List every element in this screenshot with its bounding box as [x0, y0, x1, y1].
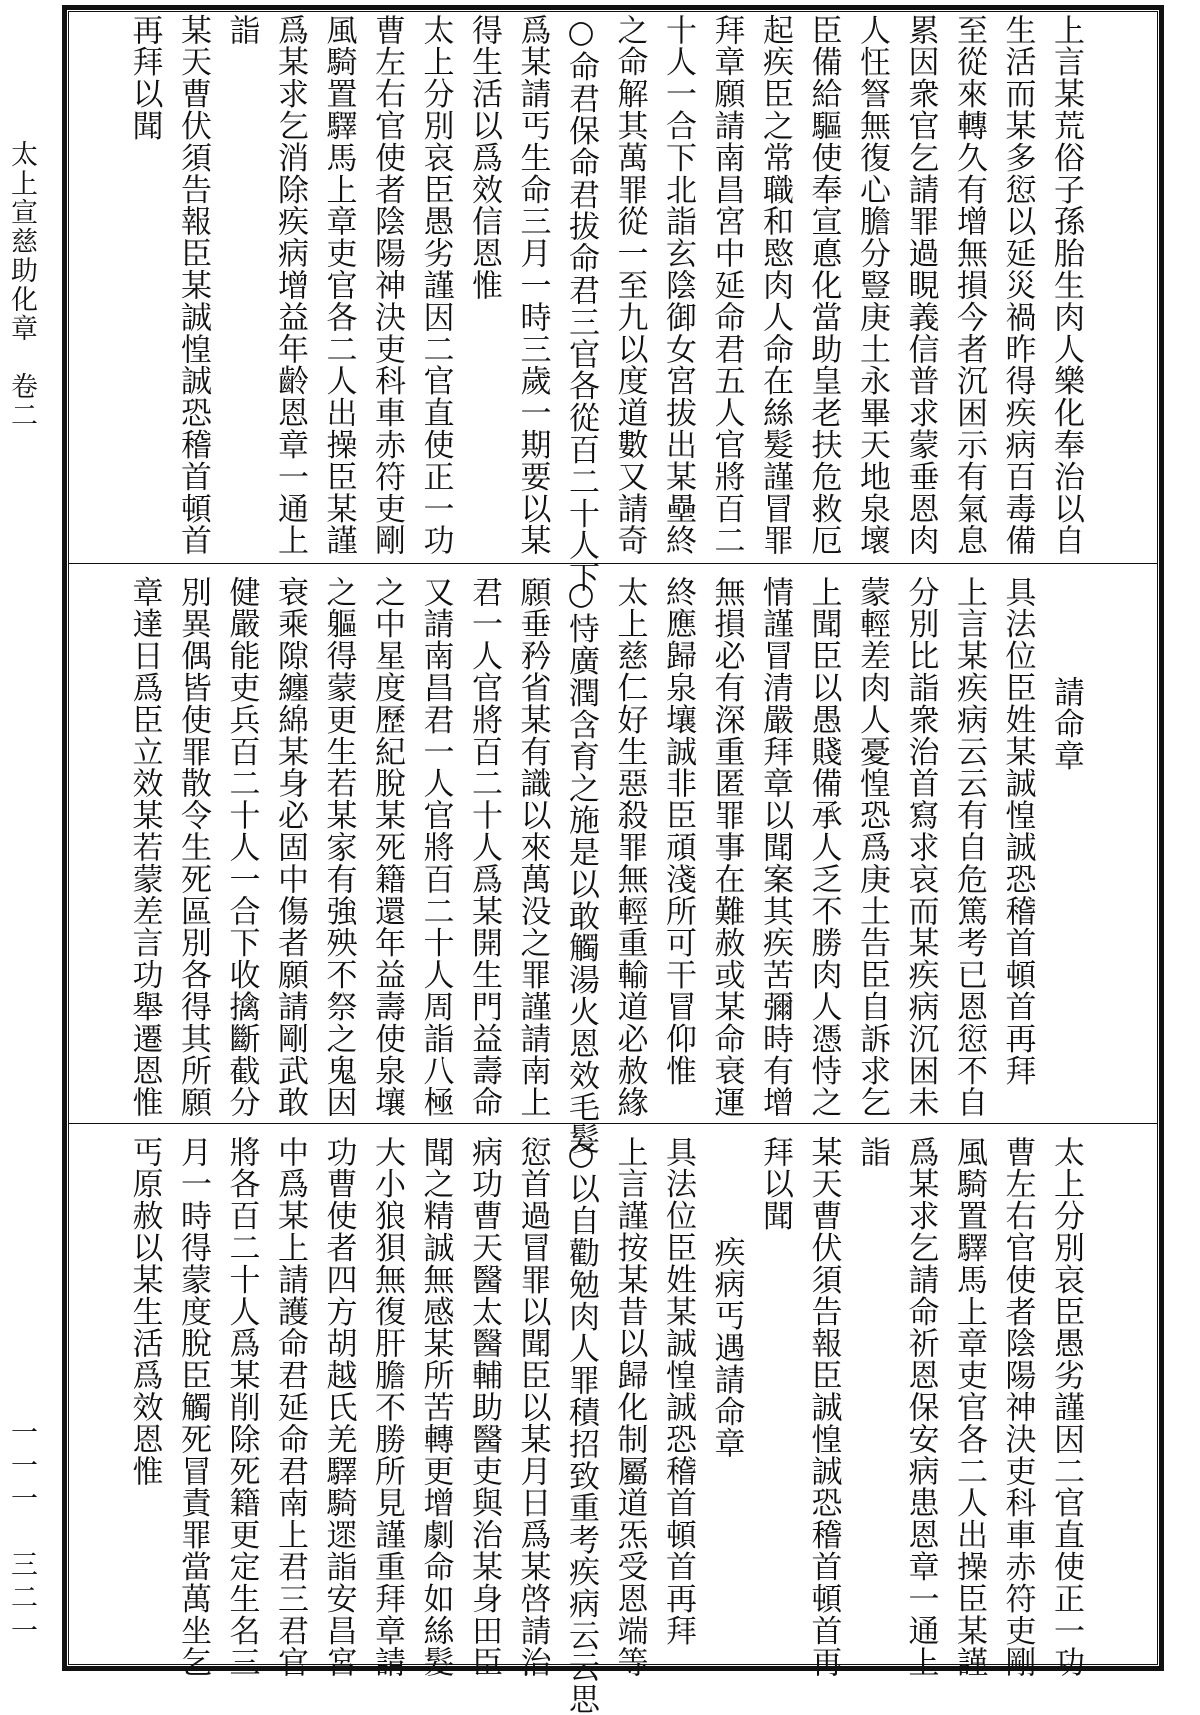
- text-column: 之軀得蒙更生若某家有強殃不祭之鬼因: [320, 576, 357, 1119]
- section-divider: [68, 1123, 1158, 1124]
- text-column: 至從來轉久有增無損今者沉困示有氣息: [951, 14, 987, 557]
- text-column: ○以自勸勉肉人罪積招致重考疾病云云思: [563, 1136, 599, 1715]
- text-column: 月一時得蒙度脫臣觸死冒責罪當萬坐乞: [175, 1136, 211, 1679]
- text-column: 病功曹天醫太醫輔助醫吏與治某身田臣: [466, 1136, 502, 1679]
- text-column: 上言某荒俗子孫胎生肉人樂化奉治以自: [1048, 14, 1084, 557]
- text-column: 臣備給驅使奉宣悳化當助皇老扶危救厄: [805, 14, 842, 557]
- text-column: 曹左右官使者陰陽神決吏科車赤符吏剛: [369, 14, 405, 557]
- text-column: 之中星度歷紀脫某死籍還年益壽使泉壤: [369, 576, 405, 1119]
- text-column: 聞之精誠無感某所苦轉更增劇命如絲髮: [417, 1136, 454, 1679]
- text-column: 將各百二十人爲某削除死籍更定生名三: [223, 1136, 260, 1679]
- text-column: 具法位臣姓某誠惶誠恐稽首頓首再拜: [999, 576, 1036, 1087]
- text-section-top: [126, 14, 1090, 594]
- text-column: 衰乘隙纏綿某身必固中傷者願請剛武敢: [272, 576, 308, 1119]
- text-column: 拜章願請南昌宮中延命君五人官將百二: [708, 14, 745, 557]
- text-column: 又請南昌君一人官將百二十人周詣八極: [417, 576, 454, 1119]
- text-column: 爲某求乞請命祈恩保安病患恩章一通上: [902, 1136, 939, 1679]
- margin-title: 太上宣慈助化章 卷二: [6, 140, 37, 430]
- text-column: 累因衆官乞請罪過睍義信普求蒙垂恩肉: [902, 14, 939, 557]
- text-column: 得生活以爲效信恩惟: [466, 14, 502, 302]
- text-column: 起疾臣之常職和愍肉人命在絲髮謹冒罪: [757, 14, 793, 557]
- text-column: 終應歸泉壤誠非臣頑淺所可干冒仰惟: [660, 576, 696, 1087]
- text-column: 之命解其萬罪從一至九以度道數又請奇: [611, 14, 648, 557]
- section-divider: [68, 563, 1158, 564]
- text-column: 無損必有深重匿罪事在難赦或某命衰運: [708, 576, 745, 1119]
- text-column: 上言謹按某昔以歸化制屬道炁受恩端等: [611, 1136, 648, 1679]
- text-column: 上言某疾病云云有自危篤考已恩愆不自: [951, 576, 987, 1119]
- text-column: 請命章: [1048, 676, 1084, 772]
- margin-page-number: 一一一 三二一: [6, 1418, 37, 1649]
- text-column: 爲某請丐生命三月一時三歲一期要以某: [514, 14, 551, 557]
- text-column: 太上慈仁好生惡殺罪無輕重輸道必赦緣: [611, 576, 648, 1119]
- text-column: 風騎置驛馬上章吏官各二人出操臣某謹: [320, 14, 357, 557]
- text-column: 曹左右官使者陰陽神決吏科車赤符吏剛: [999, 1136, 1036, 1679]
- text-column: 中爲某上請護命君延命君南上君三君官: [272, 1136, 308, 1679]
- text-column: 太上分別哀臣愚劣謹因二官直使正一功: [417, 14, 454, 557]
- text-column: 詣: [854, 1136, 890, 1168]
- text-column: 分別比詣衆治首寫求哀而某疾病沉困未: [902, 576, 939, 1119]
- text-column: 願垂矜省某有識以來萬没之罪謹請南上: [514, 576, 551, 1119]
- text-section-bottom: [126, 1136, 1090, 1715]
- text-column: 上聞臣以愚賤備承人乏不勝肉人憑恃之: [805, 576, 842, 1119]
- text-column: 別異偶皆使罪散令生死區別各得其所願: [175, 576, 211, 1119]
- text-column: 再拜以聞: [126, 14, 163, 142]
- text-column: 疾病丐遇請命章: [708, 1236, 745, 1460]
- text-column: 拜以聞: [757, 1136, 793, 1232]
- text-column: 詣: [223, 14, 260, 46]
- text-section-middle: [126, 576, 1090, 1156]
- text-column: 人忹詧無復心膽分豎庚土永畢天地泉壞: [854, 14, 890, 557]
- text-column: 太上分別哀臣愚劣謹因二官直使正一功: [1048, 1136, 1084, 1679]
- text-column: 情謹冒清嚴拜章以聞案其疾苦彌時有增: [757, 576, 793, 1119]
- text-column: 君一人官將百二十人爲某開生門益壽命: [466, 576, 502, 1119]
- text-column: 十人一合下北詣玄陰御女宮拔出某壘終: [660, 14, 696, 557]
- text-column: 健嚴能吏兵百二十人一合下收擒斷截分: [223, 576, 260, 1119]
- text-column: 某天曹伏須告報臣某誠惶誠恐稽首頓首: [175, 14, 211, 557]
- text-column: ○恃廣潤含育之施是以敢觸湯火恩效毛髮: [563, 576, 599, 1156]
- text-column: 具法位臣姓某誠惶誠恐稽首頓首再拜: [660, 1136, 696, 1647]
- text-column: 風騎置驛馬上章吏官各二人出操臣某謹: [951, 1136, 987, 1679]
- text-column: 大小狼狽無復肝膽不勝所見謹重拜章請: [369, 1136, 405, 1679]
- text-column: 蒙輕差肉人憂惶恐爲庚土告臣自訴求乞: [854, 576, 890, 1119]
- text-column: 某天曹伏須告報臣誠惶誠恐稽首頓首再: [805, 1136, 842, 1679]
- text-column: ○命君保命君拔命君三官各從百二十人下: [563, 14, 599, 594]
- text-column: 功曹使者四方胡越氏羌驛騎遝詣安昌宮: [320, 1136, 357, 1679]
- text-column: 爲某求乞消除疾病增益年齡恩章一通上: [272, 14, 308, 557]
- text-column: 章達日爲臣立效某若蒙差言功舉遷恩惟: [126, 576, 163, 1119]
- text-column: 愆首過冒罪以聞臣以某月日爲某啓請治: [514, 1136, 551, 1679]
- text-column: 丐原赦以某生活爲效恩惟: [126, 1136, 163, 1487]
- text-column: 生活而某多愆以延災禍昨得疾病百毒備: [999, 14, 1036, 557]
